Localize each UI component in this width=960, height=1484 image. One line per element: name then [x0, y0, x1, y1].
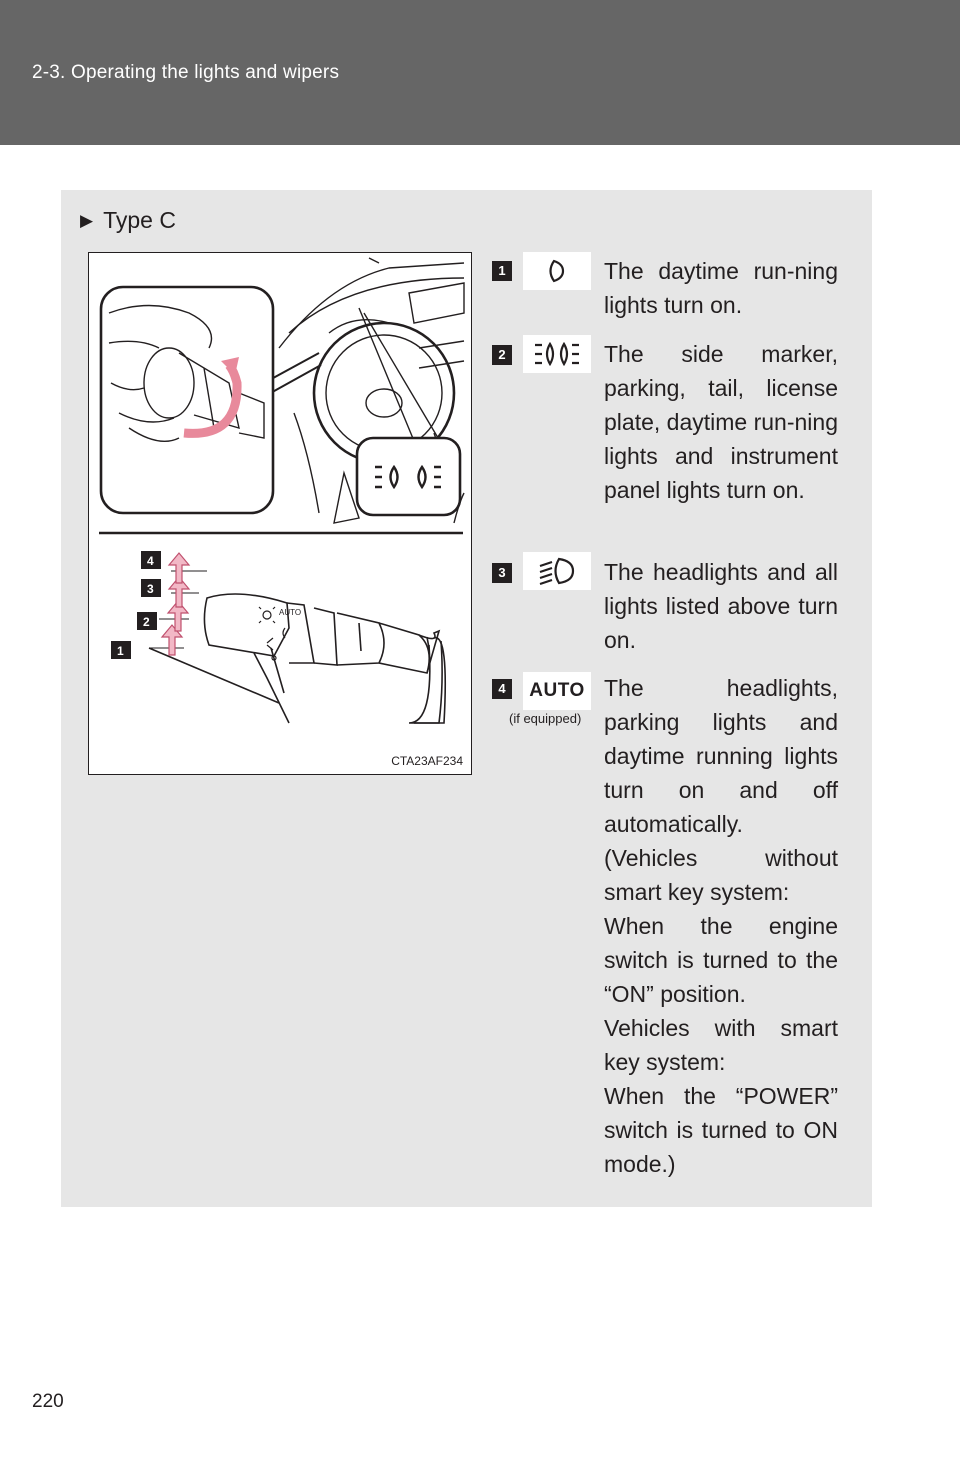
fig-badge-4: 4 [147, 554, 154, 568]
item-number-badge: 4 [492, 679, 512, 699]
headlights-icon [523, 552, 591, 590]
item-4-paragraph: (Vehicles without smart key system: [604, 845, 838, 905]
icon-box-4 [523, 672, 591, 710]
side-marker-parking-lights-icon [523, 335, 591, 373]
figure-code: CTA23AF234 [391, 754, 463, 768]
item-3-description [604, 555, 838, 657]
type-heading-text: Type C [103, 207, 176, 233]
if-equipped-note: (if equipped) [509, 711, 582, 726]
icon-box-2 [523, 335, 591, 373]
item-4-paragraph: When the “POWER” switch is turned to ON mode.) [604, 1083, 838, 1177]
item-4-paragraph: When the engine switch is turned to the “ON” position. [604, 913, 838, 1007]
item-4-paragraph: Vehicles with smart key system: [604, 1015, 838, 1075]
daytime-running-lights-icon [523, 252, 591, 290]
triangle-bullet-icon: ▶ [80, 210, 94, 230]
item-2-text: The side marker, parking, tail, license plate, daytime run-ning lights and instrument panel lights turn on. [604, 341, 838, 503]
item-4-paragraph: The headlights, parking lights and daytime running lights turn on and off automatically. [604, 675, 838, 837]
light-switch-illustration [88, 252, 472, 775]
item-2-description [604, 337, 838, 507]
item-1-description [604, 254, 838, 322]
auto-icon: AUTO [529, 680, 585, 701]
fig-badge-3: 3 [147, 582, 154, 596]
item-3-text: The headlights and all lights listed above turn on. [604, 559, 838, 653]
fig-badge-2: 2 [143, 615, 150, 629]
item-4-description [604, 671, 838, 1181]
icon-box-1 [523, 252, 591, 290]
item-number-badge: 2 [492, 345, 512, 365]
item-number-badge: 1 [492, 261, 512, 281]
page-header [0, 0, 960, 145]
icon-box-3 [523, 552, 591, 590]
watermark: carmanualsonline.info [611, 1461, 806, 1481]
illustration-drawing [89, 253, 473, 776]
stalk-auto-label: AUTO [279, 608, 302, 617]
type-heading [80, 207, 176, 234]
section-title: 2-3. Operating the lights and wipers [32, 62, 340, 83]
item-number-badge: 3 [492, 563, 512, 583]
item-1-text: The daytime run-ning lights turn on. [604, 258, 838, 318]
page-number: 220 [32, 1391, 64, 1412]
fig-badge-1: 1 [117, 644, 124, 658]
